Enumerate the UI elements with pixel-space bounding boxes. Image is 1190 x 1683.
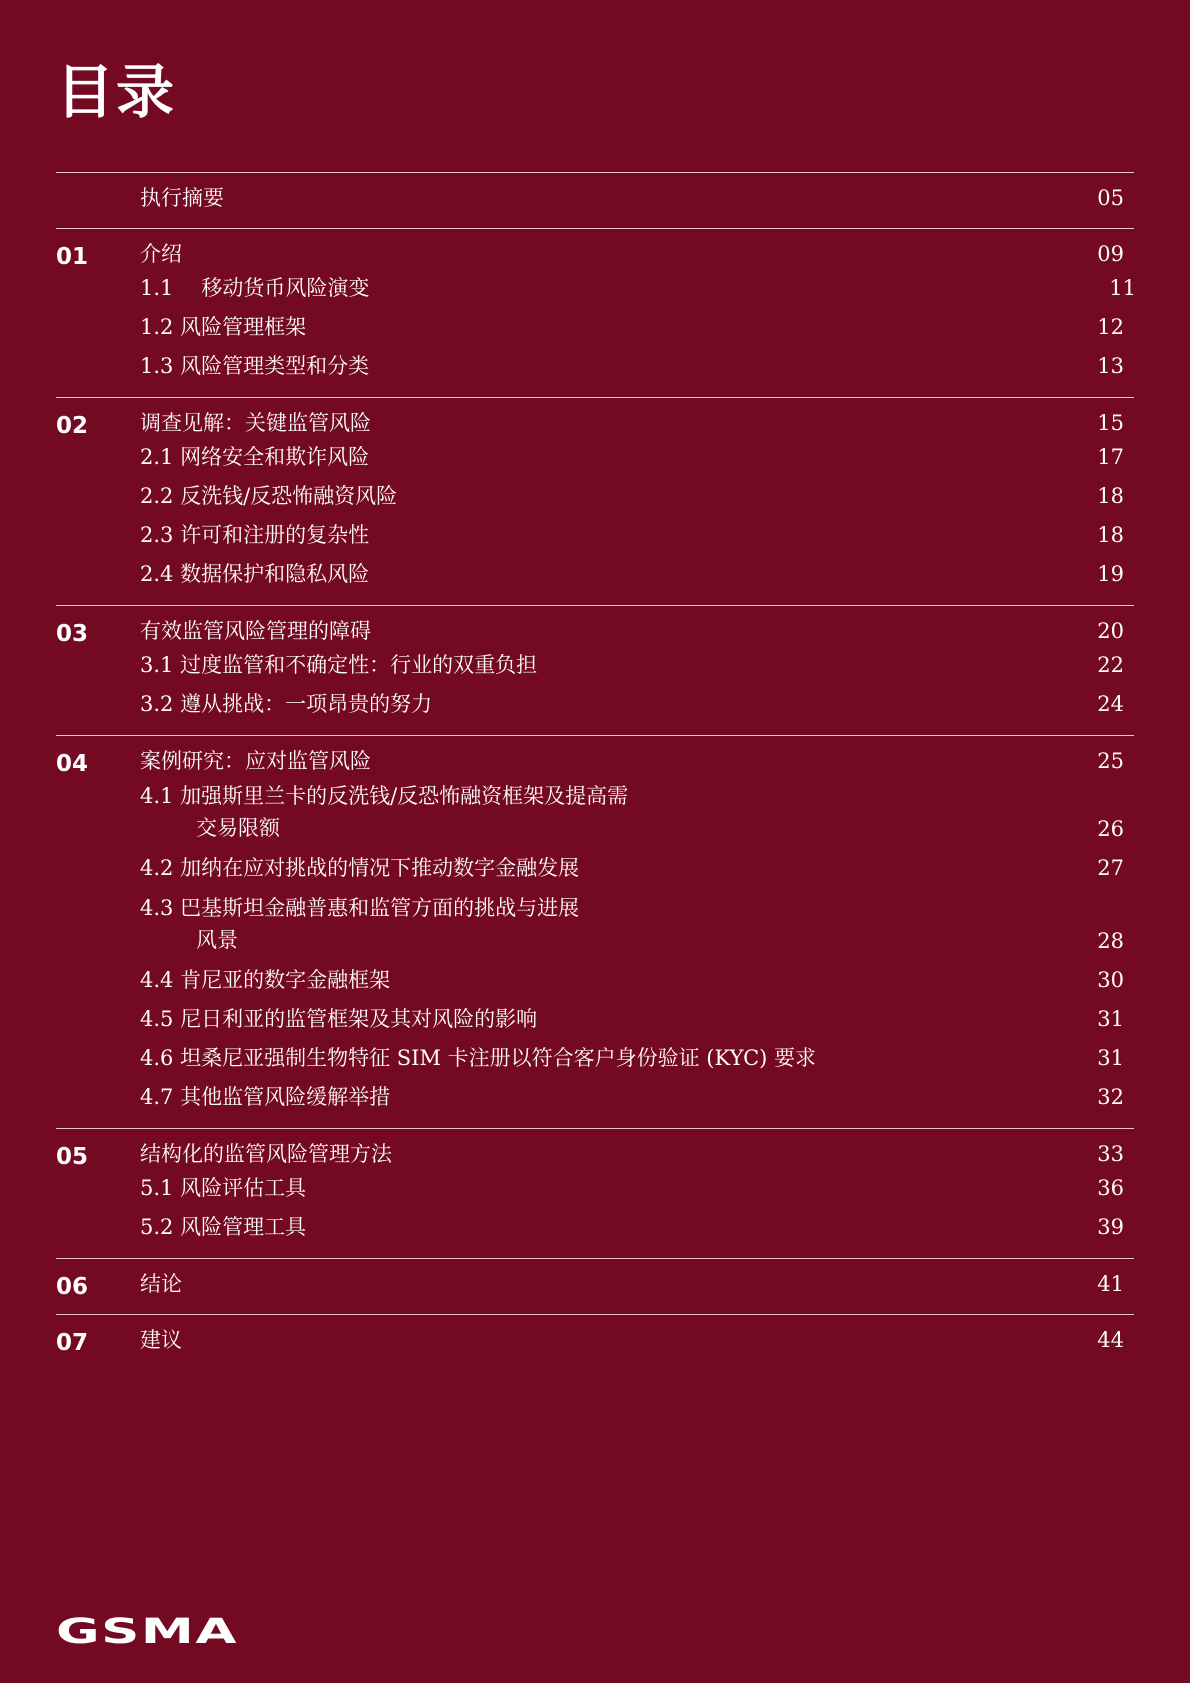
toc-entry-section-04[interactable] — [56, 746, 1134, 776]
toc-section-01 — [56, 228, 1134, 397]
toc-entry-4-1[interactable] — [56, 780, 1134, 844]
toc-page-number: 31 — [1097, 1007, 1124, 1031]
toc-entry-2-3[interactable] — [56, 520, 1134, 550]
toc-entry-label: 有效监管风险管理的障碍 — [140, 619, 371, 643]
toc-page-number: 26 — [1097, 817, 1124, 841]
toc-page-number: 18 — [1097, 484, 1124, 508]
toc-entry-5-2[interactable] — [56, 1212, 1134, 1242]
toc-entry-label: 2.3 许可和注册的复杂性 — [140, 523, 370, 547]
toc-entry-label: 介绍 — [140, 242, 182, 266]
toc-entry-label: 执行摘要 — [140, 186, 224, 210]
toc-page-number: 15 — [1097, 411, 1124, 435]
toc-entry-label: 移动货币风险演变 — [201, 276, 370, 300]
toc-entry-label: 4.2 加纳在应对挑战的情况下推动数字金融发展 — [140, 856, 580, 880]
section-number: 03 — [56, 621, 89, 647]
toc-page-number: 27 — [1097, 856, 1124, 880]
toc-page-number: 39 — [1097, 1215, 1124, 1239]
toc-section-06 — [56, 1258, 1134, 1314]
toc-entry-4-5[interactable] — [56, 1004, 1134, 1034]
gsma-logo — [56, 1613, 246, 1653]
toc-page-number: 25 — [1097, 749, 1124, 773]
toc-entry-2-2[interactable] — [56, 481, 1134, 511]
toc-entry-label: 4.4 肯尼亚的数字金融框架 — [140, 968, 391, 992]
toc-page-number: 19 — [1097, 562, 1124, 586]
toc-entry-label: 结构化的监管风险管理方法 — [140, 1142, 392, 1166]
toc-page-number: 44 — [1097, 1328, 1124, 1352]
toc-entry-label: 4.5 尼日利亚的监管框架及其对风险的影响 — [140, 1007, 538, 1031]
toc-entry-3-1[interactable] — [56, 650, 1134, 680]
toc-page-number: 31 — [1097, 1046, 1124, 1070]
toc-page-number: 09 — [1097, 242, 1124, 266]
toc-entry-label: 5.2 风险管理工具 — [140, 1215, 307, 1239]
toc-entry-label: 建议 — [140, 1328, 182, 1352]
toc-entry-label: 3.2 遵从挑战：一项昂贵的努力 — [140, 692, 433, 716]
toc-entry-1-3[interactable] — [56, 351, 1134, 381]
svg-text:GSMA: GSMA — [56, 1613, 238, 1649]
toc-entry-3-2[interactable] — [56, 689, 1134, 719]
section-number: 02 — [56, 413, 89, 439]
toc-entry-4-7[interactable] — [56, 1082, 1134, 1112]
toc-entry-label: 2.4 数据保护和隐私风险 — [140, 562, 370, 586]
toc-page-number: 05 — [1097, 186, 1124, 210]
toc-entry-1-1[interactable] — [56, 273, 1134, 303]
toc-entry-section-06[interactable] — [56, 1269, 1134, 1299]
toc-entry-label: 2.2 反洗钱/反恐怖融资风险 — [140, 484, 398, 508]
page-title: 目录 — [56, 58, 177, 126]
toc-section-03 — [56, 605, 1134, 735]
toc-entry-label: 结论 — [140, 1272, 182, 1296]
toc-section-04 — [56, 735, 1134, 1128]
toc-page-number: 30 — [1097, 968, 1124, 992]
toc-entry-label: 5.1 风险评估工具 — [140, 1176, 307, 1200]
toc-entry-4-4[interactable] — [56, 965, 1134, 995]
toc-entry-number: 1.1 — [140, 276, 174, 300]
toc-entry-1-2[interactable] — [56, 312, 1134, 342]
toc-entry-label: 4.7 其他监管风险缓解举措 — [140, 1085, 391, 1109]
toc-page-number: 11 — [1109, 276, 1136, 300]
toc-page-number: 33 — [1097, 1142, 1124, 1166]
toc-entry-label: 调查见解：关键监管风险 — [140, 411, 371, 435]
toc-entry-2-4[interactable] — [56, 559, 1134, 589]
toc-page-number: 12 — [1097, 315, 1124, 339]
toc-entry-4-6[interactable] — [56, 1043, 1134, 1073]
toc-page-number: 36 — [1097, 1176, 1124, 1200]
toc-page-number: 32 — [1097, 1085, 1124, 1109]
toc-entry-2-1[interactable] — [56, 442, 1134, 472]
gsma-logo-wordmark — [56, 1613, 246, 1649]
toc-entry-label: 4.6 坦桑尼亚强制生物特征 SIM 卡注册以符合客户身份验证 (KYC) 要求 — [140, 1046, 817, 1070]
toc-page-number: 20 — [1097, 619, 1124, 643]
toc-entry-exec-summary[interactable] — [56, 183, 1134, 213]
toc-entry-label: 4.3 巴基斯坦金融普惠和监管方面的挑战与进展 — [140, 896, 580, 920]
toc-section-07 — [56, 1314, 1134, 1371]
toc-page-number: 41 — [1097, 1272, 1124, 1296]
toc-page-number: 18 — [1097, 523, 1124, 547]
toc-entry-section-02[interactable] — [56, 408, 1134, 438]
toc-entry-section-07[interactable] — [56, 1325, 1134, 1355]
table-of-contents — [56, 172, 1134, 1371]
toc-entry-label: 案例研究：应对监管风险 — [140, 749, 371, 773]
toc-entry-label: 2.1 网络安全和欺诈风险 — [140, 445, 370, 469]
toc-page-number: 22 — [1097, 653, 1124, 677]
toc-entry-section-01[interactable] — [56, 239, 1134, 269]
toc-section-exec — [56, 172, 1134, 228]
toc-entry-label: 1.3 风险管理类型和分类 — [140, 354, 370, 378]
toc-entry-4-2[interactable] — [56, 853, 1134, 883]
toc-page-number: 24 — [1097, 692, 1124, 716]
toc-entry-4-3[interactable] — [56, 892, 1134, 956]
toc-entry-label: 1.2 风险管理框架 — [140, 315, 307, 339]
section-number: 05 — [56, 1144, 89, 1170]
toc-entry-label: 4.1 加强斯里兰卡的反洗钱/反恐怖融资框架及提高需 — [140, 784, 629, 808]
toc-section-05 — [56, 1128, 1134, 1258]
toc-entry-continuation: 交易限额 — [196, 816, 280, 840]
section-number: 07 — [56, 1330, 89, 1356]
toc-entry-label: 3.1 过度监管和不确定性：行业的双重负担 — [140, 653, 538, 677]
toc-entry-continuation: 风景 — [196, 928, 238, 952]
toc-page-number: 17 — [1097, 445, 1124, 469]
toc-entry-section-05[interactable] — [56, 1139, 1134, 1169]
section-number: 04 — [56, 751, 89, 777]
toc-entry-5-1[interactable] — [56, 1173, 1134, 1203]
toc-page-number: 13 — [1097, 354, 1124, 378]
section-number: 01 — [56, 244, 89, 270]
section-number: 06 — [56, 1274, 89, 1300]
toc-page-number: 28 — [1097, 929, 1124, 953]
toc-section-02 — [56, 397, 1134, 605]
toc-entry-section-03[interactable] — [56, 616, 1134, 646]
